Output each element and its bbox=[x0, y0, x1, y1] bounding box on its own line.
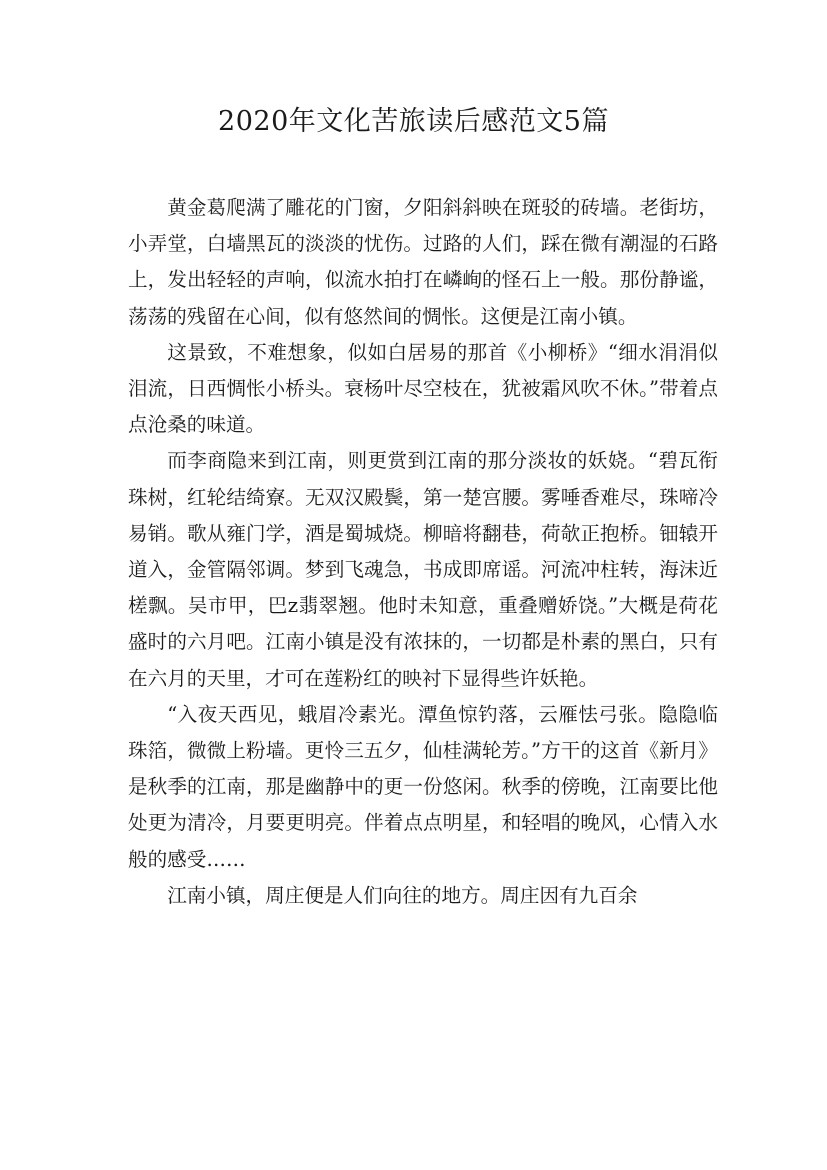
paragraph-3: 而李商隐来到江南，则更赏到江南的那分淡妆的妖娆。“碧瓦衔珠树，红轮结绮寮。无双汉殿鬓，第一楚宫腰。雾唾香难尽，珠啼冷易销。歌从雍门学，酒是蜀城烧。柳暗将翻巷，荷欹正抱桥。钿辕开道入，金管隔邻调。梦到飞魂急，书成即席谣。河流冲柱转，海沫近槎飘。吴市甲，巴z翡翠翘。他时未知意，重叠赠娇饶。”大概是荷花盛时的六月吧。江南小镇是没有浓抹的，一切都是朴素的黑白，只有在六月的天里，才可在莲粉红的映衬下显得些许妖艳。 bbox=[128, 449, 718, 690]
paragraph-5: 江南小镇，周庄便是人们向往的地方。周庄因有九百余 bbox=[167, 883, 638, 907]
paragraph-2: 这景致，不难想象，似如白居易的那首《小柳桥》“细水涓涓似泪流，日西惆怅小桥头。衰杨叶尽空枝在，犹被霜风吹不休。”带着点点沧桑的味道。 bbox=[128, 340, 718, 437]
paragraph-4: “入夜天西见，蛾眉冷素光。潭鱼惊钓落，云雁怯弓张。隐隐临珠箔，微微上粉墙。更怜三五夕，仙桂满轮芳。”方干的这首《新月》是秋季的江南，那是幽静中的更一份悠闲。秋季的傍晚，江南要比他处更为清冷，月要更明亮。伴着点点明星，和轻唱的晚风，心情入水般的感受…… bbox=[128, 702, 718, 871]
paragraph-1: 黄金葛爬满了雕花的门窗，夕阳斜斜映在斑驳的砖墙。老街坊，小弄堂，白墙黑瓦的淡淡的忧伤。过路的人们，踩在微有潮湿的石路上，发出轻轻的声响，似流水拍打在嶙峋的怪石上一般。那份静谧，荡荡的残留在心间，似有悠然间的惆怅。这便是江南小镇。 bbox=[128, 196, 718, 328]
document-body bbox=[128, 190, 718, 914]
document-title: 2020年文化苦旅读后感范文5篇 bbox=[218, 106, 609, 137]
